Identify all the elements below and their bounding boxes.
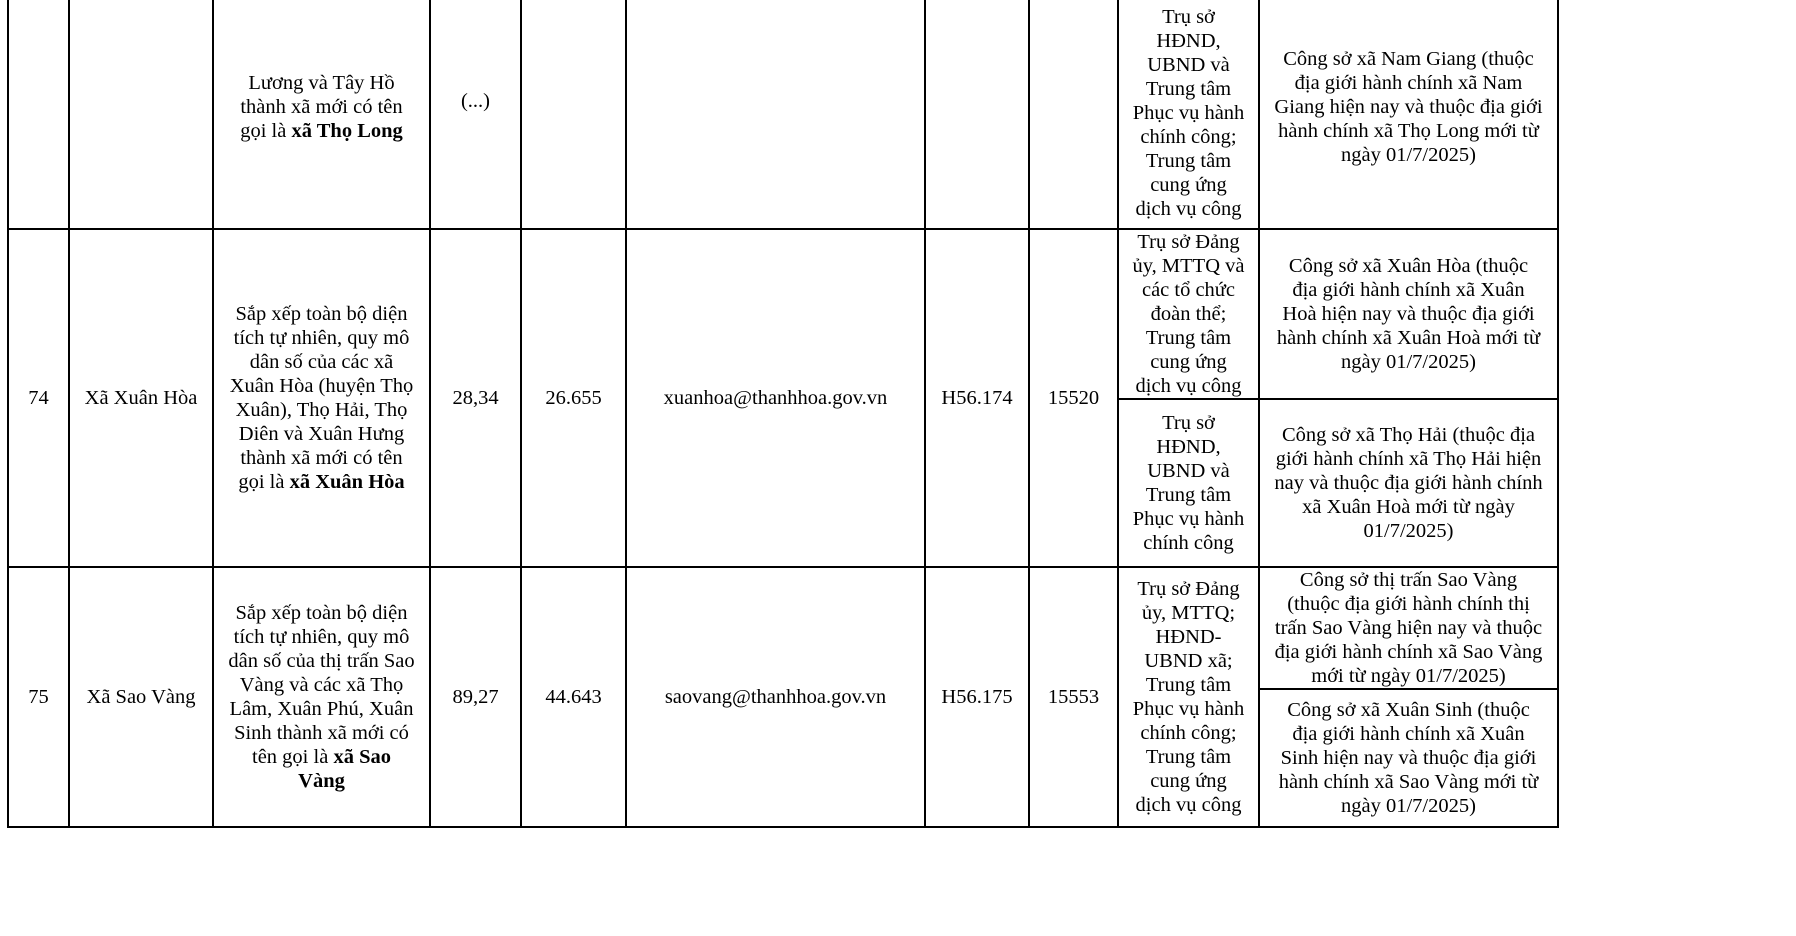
headquarters-cell: Trụ sở Đảng ủy, MTTQ; HĐND- UBND xã; Trung tâm Phục vụ hành chính công; Trung tâm cung ứng dịch vụ công — [1118, 567, 1259, 827]
email-cell — [626, 0, 925, 229]
area-cell — [430, 0, 521, 229]
location-cell: Công sở thị trấn Sao Vàng (thuộc địa giới hành chính thị trấn Sao Vàng hiện nay và thuộc địa giới hành chính xã Sao Vàng mới từ ngày 01/7/2025) — [1259, 567, 1558, 689]
postal-cell: 15520 — [1029, 229, 1118, 567]
headquarters-cell: Trụ sở HĐND, UBND và Trung tâm Phục vụ hành chính công — [1118, 399, 1259, 567]
description-line: thành xã mới có tên — [240, 96, 403, 118]
location-cell: Công sở xã Thọ Hải (thuộc địa giới hành chính xã Thọ Hải hiện nay và thuộc địa giới hành chính xã Xuân Hoà mới từ ngày 01/7/2025) — [1259, 399, 1558, 567]
population-cell — [521, 0, 626, 229]
description-cell: Sắp xếp toàn bộ diện tích tự nhiên, quy mô dân số của các xã Xuân Hòa (huyện Thọ Xuân), Thọ Hải, Thọ Diên và Xuân Hưng thành xã mới có tên gọi là xã Xuân Hòa — [213, 229, 430, 567]
description-line: tên gọi là xã Sao — [252, 746, 391, 768]
description-line: Vàng — [298, 770, 345, 792]
location-cell: Công sở xã Nam Giang (thuộc địa giới hành chính xã Nam Giang hiện nay và thuộc địa giới hành chính xã Thọ Long mới từ ngày 01/7/2025) — [1259, 0, 1558, 229]
location-cell: Công sở xã Xuân Sinh (thuộc địa giới hành chính xã Xuân Sinh hiện nay và thuộc địa giới hành chính xã Sao Vàng mới từ ngày 01/7/2025) — [1259, 689, 1558, 827]
area-cell: 28,34 — [430, 229, 521, 567]
name-cell: Xã Sao Vàng — [69, 567, 213, 827]
population-cell: 44.643 — [521, 567, 626, 827]
area-cell: 89,27 — [430, 567, 521, 827]
stt-cell — [8, 0, 69, 229]
description-cell — [213, 0, 430, 229]
description-line: gọi là xã Xuân Hòa — [238, 471, 405, 493]
name-cell — [69, 0, 213, 229]
table-row-tho-long-continued — [8, 0, 1558, 229]
stt-cell: 75 — [8, 567, 69, 827]
table-row-xuan-hoa — [8, 229, 1558, 399]
description-line: gọi là xã Thọ Long — [240, 120, 403, 142]
code-cell — [925, 0, 1029, 229]
code-cell: H56.174 — [925, 229, 1029, 567]
email-cell: saovang@thanhhoa.gov.vn — [626, 567, 925, 827]
email-cell: xuanhoa@thanhhoa.gov.vn — [626, 229, 925, 567]
postal-cell — [1029, 0, 1118, 229]
description-line: Lương và Tây Hồ — [248, 72, 395, 94]
headquarters-cell: Trụ sở Đảng ủy, MTTQ và các tổ chức đoàn thể; Trung tâm cung ứng dịch vụ công — [1118, 229, 1259, 399]
code-cell: H56.175 — [925, 567, 1029, 827]
table-row-sao-vang — [8, 567, 1558, 689]
location-cell: Công sở xã Xuân Hòa (thuộc địa giới hành chính xã Xuân Hoà hiện nay và thuộc địa giới hành chính xã Xuân Hoà mới từ ngày 01/7/2025) — [1259, 229, 1558, 399]
commune-table — [7, 0, 1559, 828]
cut-off-text: (...) — [460, 90, 491, 112]
description-cell: Sắp xếp toàn bộ diện tích tự nhiên, quy mô dân số của thị trấn Sao Vàng và các xã Thọ Lâm, Xuân Phú, Xuân Sinh thành xã mới có tên gọi là xã Sao Vàng — [213, 567, 430, 827]
postal-cell: 15553 — [1029, 567, 1118, 827]
name-cell: Xã Xuân Hòa — [69, 229, 213, 567]
population-cell: 26.655 — [521, 229, 626, 567]
headquarters-cell: Trụ sở HĐND, UBND và Trung tâm Phục vụ hành chính công; Trung tâm cung ứng dịch vụ công — [1118, 0, 1259, 229]
stt-cell: 74 — [8, 229, 69, 567]
